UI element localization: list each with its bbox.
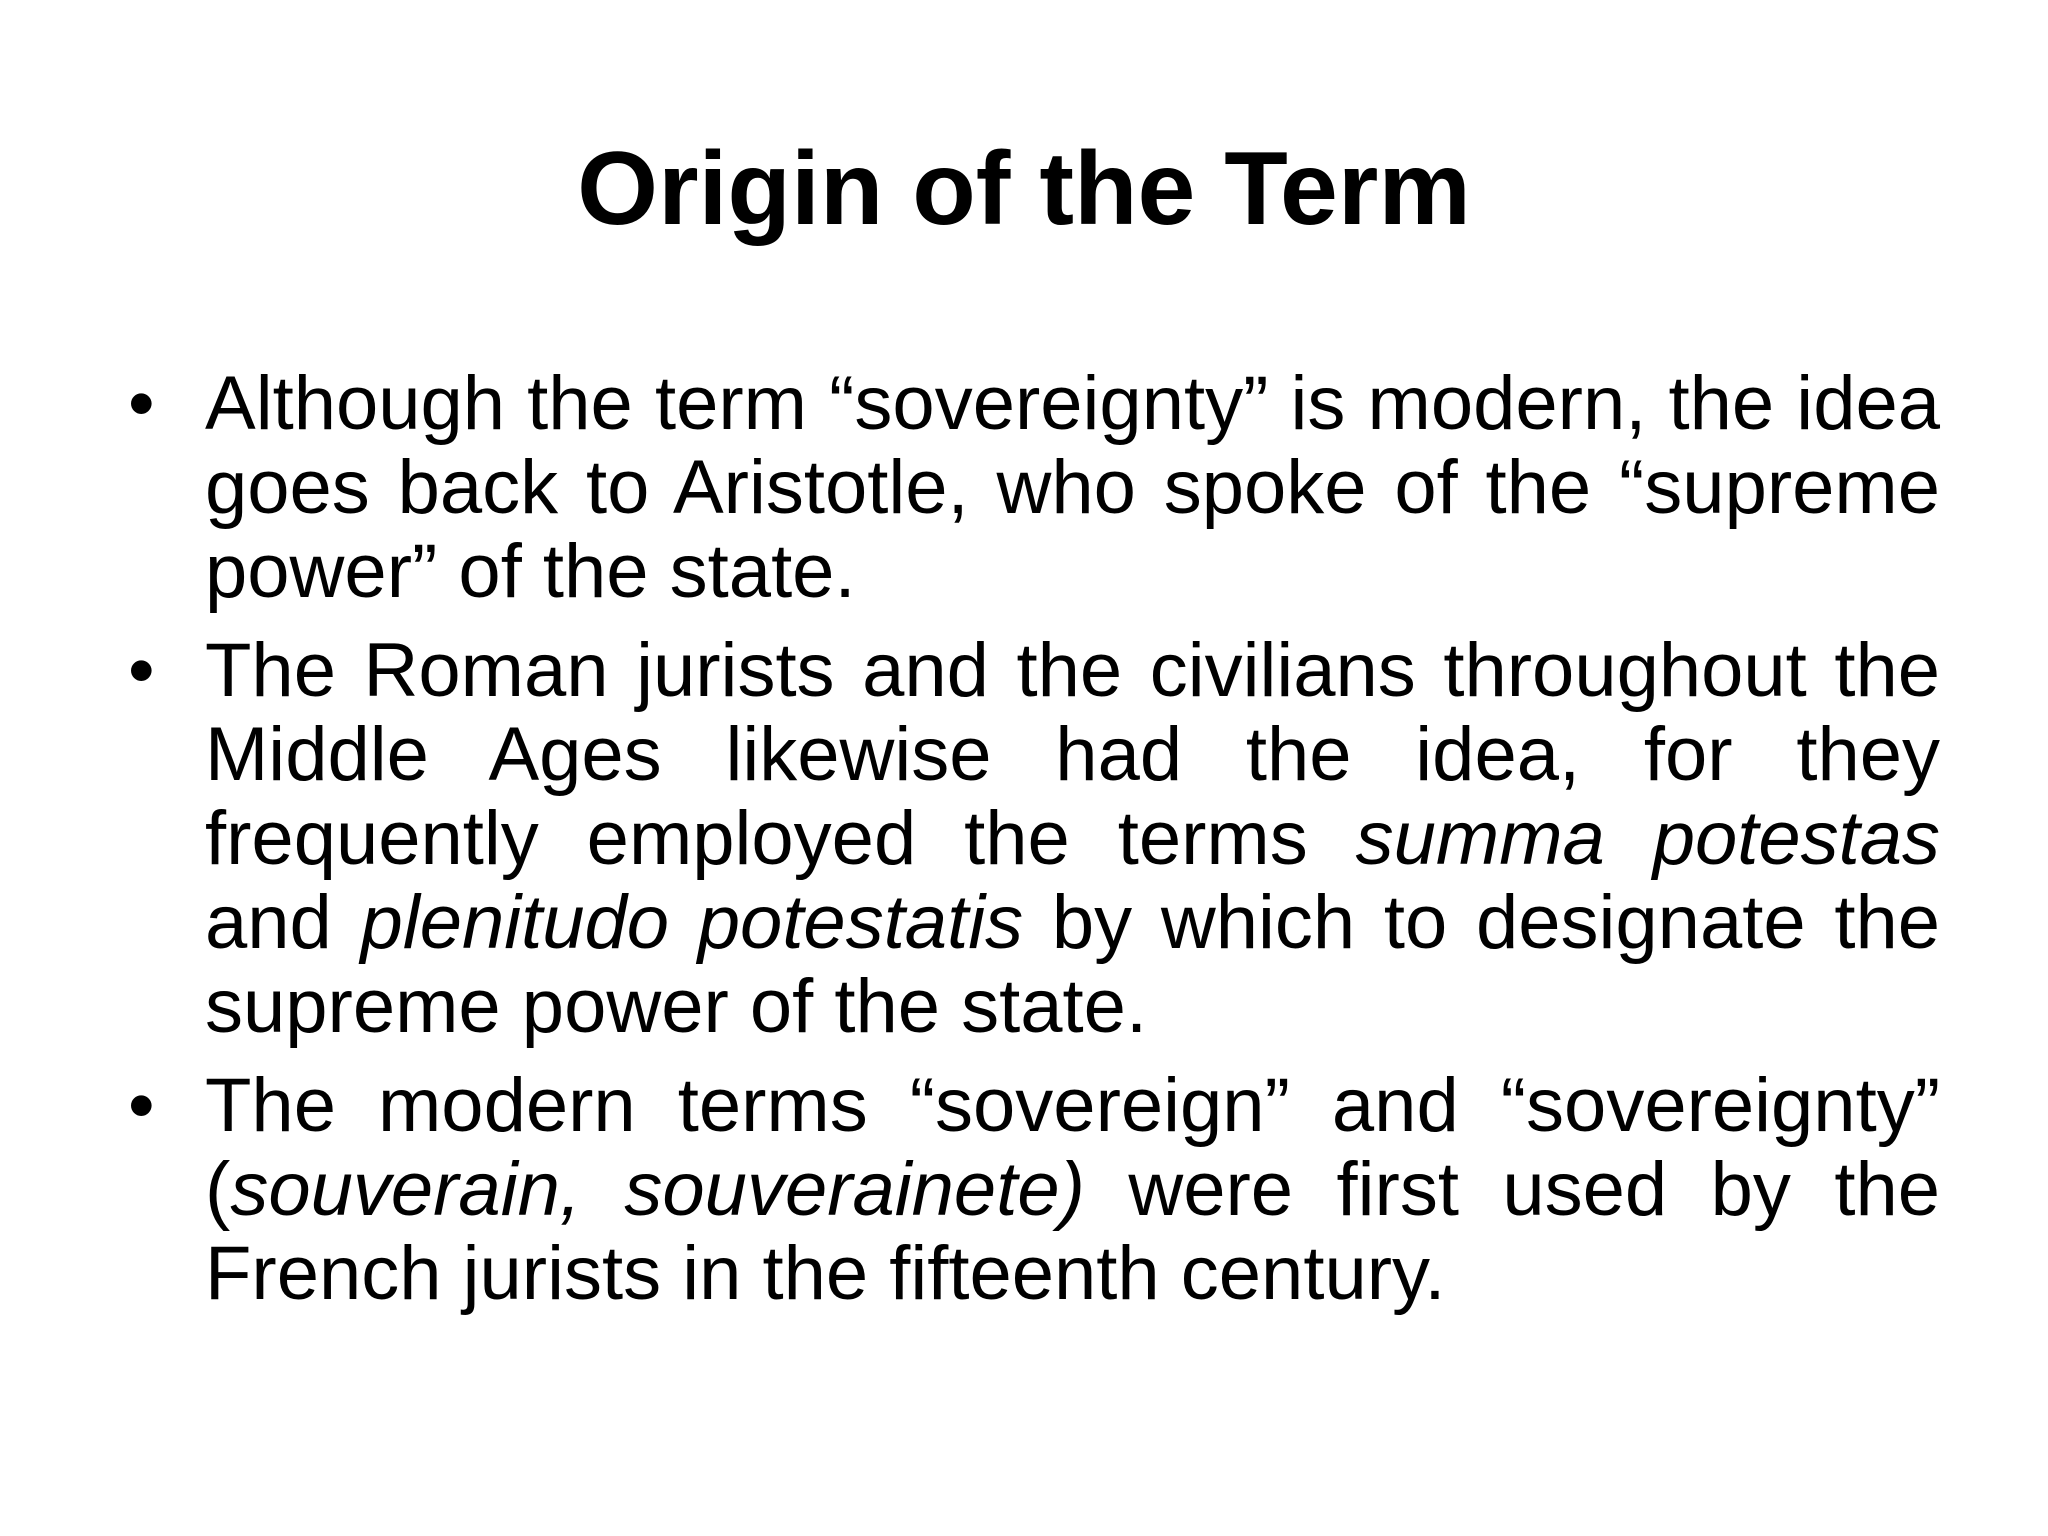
bullet-text-segment: and	[205, 880, 361, 965]
bullet-dot-icon: •	[128, 628, 155, 713]
bullet-text-segment: were first used by the French jurists in the fifteenth century.	[205, 1147, 1940, 1316]
bullet-text-segment: Although the term “sovereignty” is modern, the idea goes back to Aristotle, who spoke of the “supreme power” of the state.	[205, 361, 1940, 614]
latin-term-plenitudo-potestatis: plenitudo potestatis	[360, 880, 1024, 965]
bullet-text-segment: by which to designate the supreme power of the state.	[205, 880, 1940, 1049]
bullet-list	[120, 362, 1940, 1331]
french-terms: souverain, souverainete)	[230, 1147, 1085, 1232]
bullet-item-french-jurists	[120, 1064, 1940, 1316]
bullet-dot-icon: •	[128, 361, 155, 446]
bullet-item-aristotle	[120, 362, 1940, 614]
slide-title: Origin of the Term	[577, 131, 1471, 247]
latin-term-summa-potestas: summa potestas	[1355, 796, 1940, 881]
bullet-text-segment: The Roman jurists and the civilians throughout the Middle Ages likewise had the idea, for they frequently employed the terms	[205, 628, 1940, 881]
bullet-text-segment: The modern terms “sovereign” and “sovereignty” (	[205, 1063, 1940, 1232]
bullet-dot-icon: •	[128, 1063, 155, 1148]
bullet-item-roman-jurists	[120, 629, 1940, 1049]
